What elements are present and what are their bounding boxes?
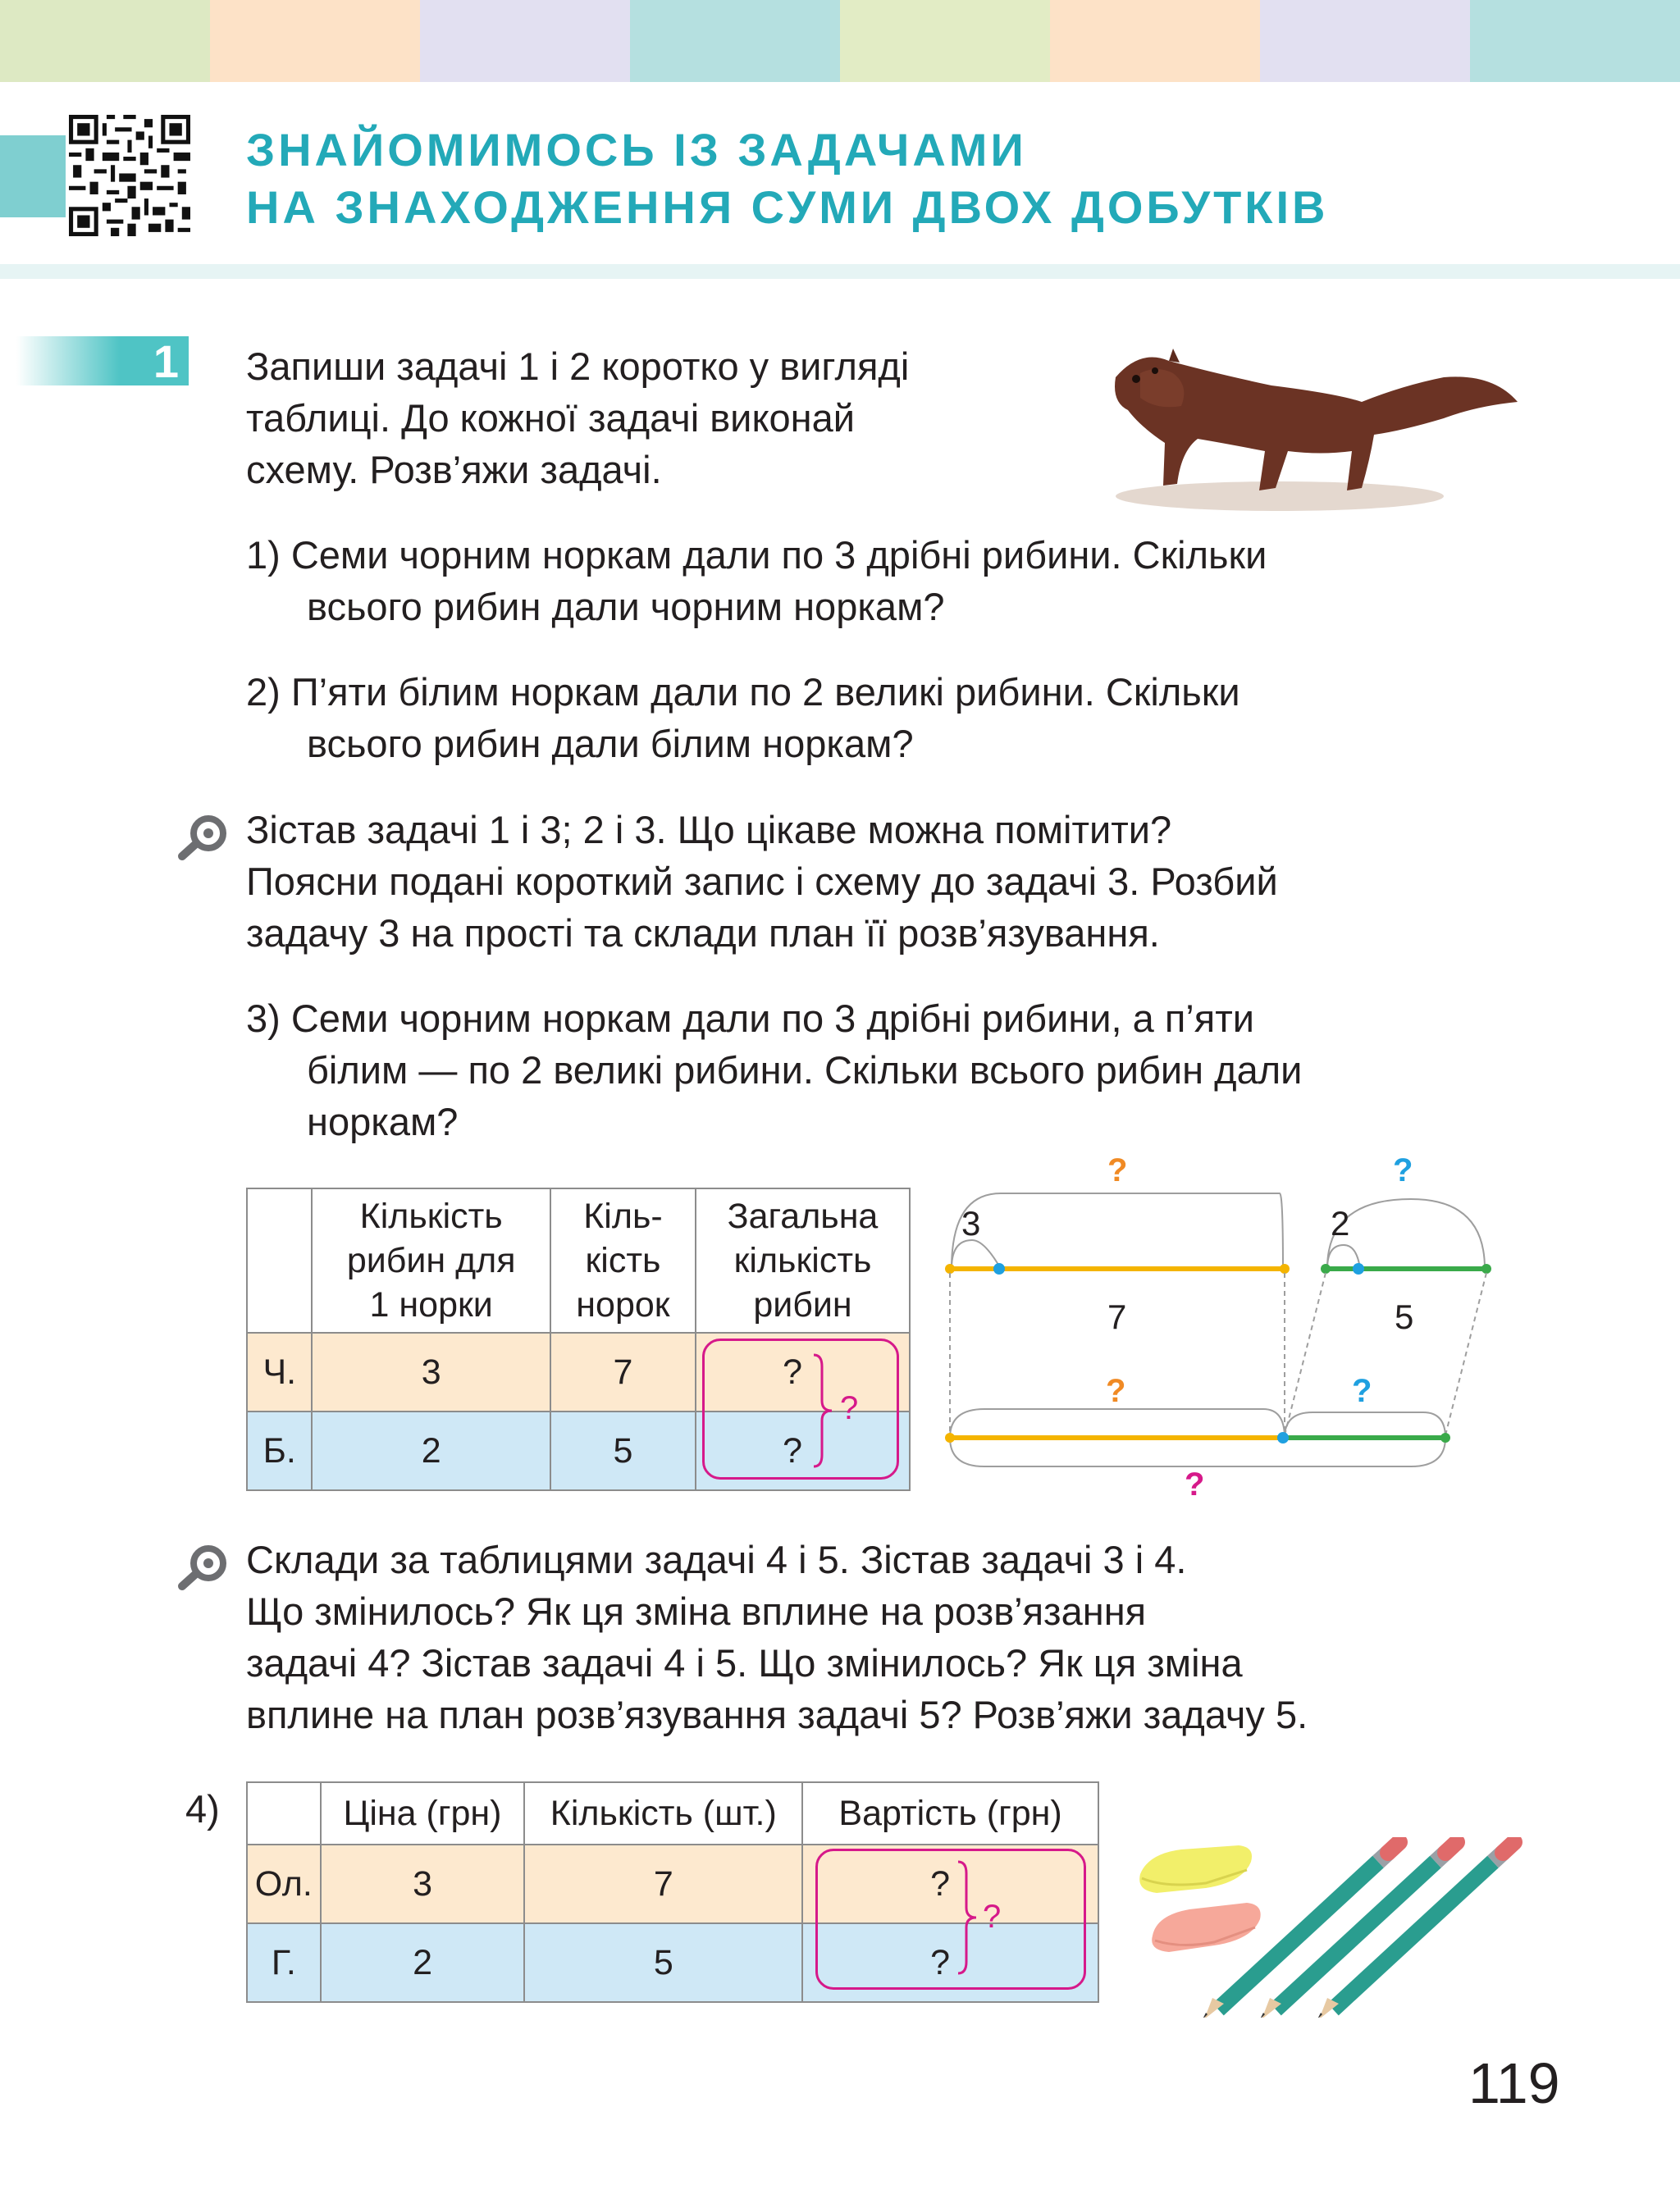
header-stripe <box>1470 0 1680 82</box>
page-title-line: НА ЗНАХОДЖЕННЯ СУМИ ДВОХ ДОБУТКІВ <box>246 181 1329 233</box>
magnifier-icon <box>174 814 231 863</box>
scheme-label: 7 <box>1107 1298 1127 1336</box>
table-header: Кількість (шт.) <box>524 1782 802 1845</box>
row-label: Г. <box>247 1923 321 2002</box>
table-corner-cell <box>247 1782 321 1845</box>
header-line: кість <box>585 1241 661 1280</box>
text-line: 1) Семи чорним норкам дали по 3 дрібні рибини. Скільки <box>246 533 1267 577</box>
table-header <box>550 1188 696 1333</box>
scheme-question: ? <box>1106 1373 1126 1409</box>
text-line: Зістав задачі 1 і 3; 2 і 3. Що цікаве можна помітити? <box>246 808 1172 851</box>
header-line: 1 норки <box>369 1285 493 1325</box>
task-3 <box>246 992 1302 1147</box>
scheme-question: ? <box>1393 1152 1413 1188</box>
table-cell: 7 <box>524 1845 802 1923</box>
table-header <box>696 1188 910 1333</box>
text-line: таблиці. До кожної задачі виконай <box>246 396 856 440</box>
header-stripe <box>210 0 420 82</box>
row-label: Ол. <box>247 1845 321 1923</box>
qr-code-icon[interactable] <box>69 115 190 236</box>
text-line: всього рибин дали білим норкам? <box>307 722 914 765</box>
eraser-icon <box>1152 1903 1261 1952</box>
highlight-frame <box>815 1849 1086 1990</box>
header-line: кількість <box>733 1241 872 1280</box>
mink-illustration <box>1091 328 1518 517</box>
exercise-intro <box>246 340 909 495</box>
brace-icon <box>955 1860 979 1975</box>
header-stripe <box>630 0 840 82</box>
text-line: Поясни подані короткий запис і схему до задачі 3. Розбий <box>246 860 1278 903</box>
page-title <box>246 121 1328 236</box>
scheme-label: 5 <box>1395 1298 1414 1336</box>
task-4-label: 4) <box>185 1787 220 1831</box>
table-cell: ? <box>696 1333 910 1412</box>
scheme-question: ? <box>1185 1466 1205 1503</box>
table-cell: 2 <box>321 1923 525 2002</box>
header-line: Кіль- <box>583 1197 663 1236</box>
table-header <box>312 1188 550 1333</box>
table-cell: ? <box>696 1412 910 1490</box>
text-line: 2) П’яти білим норкам дали по 2 великі рибини. Скільки <box>246 670 1240 714</box>
scheme-label: 3 <box>961 1204 981 1243</box>
table-cell: 7 <box>550 1333 696 1412</box>
exercise-number: 1 <box>153 335 179 387</box>
task-2 <box>246 666 1240 769</box>
erasers-pencils-illustration <box>1132 1837 1542 2018</box>
table-cell: 5 <box>550 1412 696 1490</box>
row-label: Ч. <box>247 1333 312 1412</box>
header-divider <box>0 264 1680 279</box>
text-line: задачі 4? Зістав задачі 4 і 5. Що змінилось? Як ця зміна <box>246 1641 1243 1685</box>
text-line: Запиши задачі 1 і 2 коротко у вигляді <box>246 344 910 388</box>
header-stripe <box>1050 0 1260 82</box>
compare-instruction <box>246 804 1278 959</box>
scheme-question: ? <box>1352 1373 1372 1409</box>
eraser-icon <box>1139 1845 1252 1893</box>
text-line: Склади за таблицями задачі 4 і 5. Зістав задачі 3 і 4. <box>246 1538 1187 1581</box>
compose-instruction <box>246 1534 1308 1740</box>
header-line: норок <box>576 1285 670 1325</box>
table-header: Вартість (грн) <box>802 1782 1098 1845</box>
table-corner-cell <box>247 1188 312 1333</box>
header-tab <box>0 135 66 217</box>
segment-scheme <box>935 1148 1509 1509</box>
header-stripe <box>0 0 210 82</box>
header-line: Кількість <box>359 1197 503 1236</box>
table-cell: ? <box>802 1923 1098 2002</box>
text-line: Що змінилось? Як ця зміна вплине на розв’язання <box>246 1589 1147 1633</box>
brace-question: ? <box>840 1390 859 1426</box>
brace-question: ? <box>983 1899 1002 1935</box>
header-line: рибин для <box>346 1241 516 1280</box>
pencil-icon <box>1317 1842 1514 2018</box>
text-line: 3) Семи чорним норкам дали по 3 дрібні рибини, а п’яти <box>246 997 1254 1040</box>
table-cell: 2 <box>312 1412 550 1490</box>
text-line: білим — по 2 великі рибини. Скільки всього рибин дали <box>307 1048 1303 1092</box>
header-stripe <box>1260 0 1470 82</box>
text-line: норкам? <box>307 1100 459 1143</box>
scheme-label: 2 <box>1331 1204 1350 1243</box>
header-stripe <box>840 0 1050 82</box>
text-line: всього рибин дали чорним норкам? <box>307 585 945 628</box>
row-label: Б. <box>247 1412 312 1490</box>
text-line: схему. Розв’яжи задачі. <box>246 448 662 491</box>
magnifier-icon <box>174 1544 231 1593</box>
task-1 <box>246 529 1267 632</box>
page-number: 119 <box>1468 2051 1560 2115</box>
text-line: задачу 3 на прості та склади план її розв’язування. <box>246 911 1160 955</box>
table-cell: 5 <box>524 1923 802 2002</box>
table-cell: ? <box>802 1845 1098 1923</box>
exercise-number-badge <box>16 336 189 385</box>
scheme-question: ? <box>1107 1152 1128 1188</box>
table-header: Ціна (грн) <box>321 1782 525 1845</box>
header-line: рибин <box>753 1285 852 1325</box>
brace-icon <box>810 1353 835 1468</box>
table-cell: 3 <box>312 1333 550 1412</box>
header-stripe <box>420 0 630 82</box>
table-cell: 3 <box>321 1845 525 1923</box>
page-title-line: ЗНАЙОМИМОСЬ ІЗ ЗАДАЧАМИ <box>246 124 1027 176</box>
header-line: Загальна <box>727 1197 879 1236</box>
highlight-frame <box>702 1339 899 1480</box>
text-line: вплине на план розв’язування задачі 5? Розв’яжи задачу 5. <box>246 1693 1308 1736</box>
